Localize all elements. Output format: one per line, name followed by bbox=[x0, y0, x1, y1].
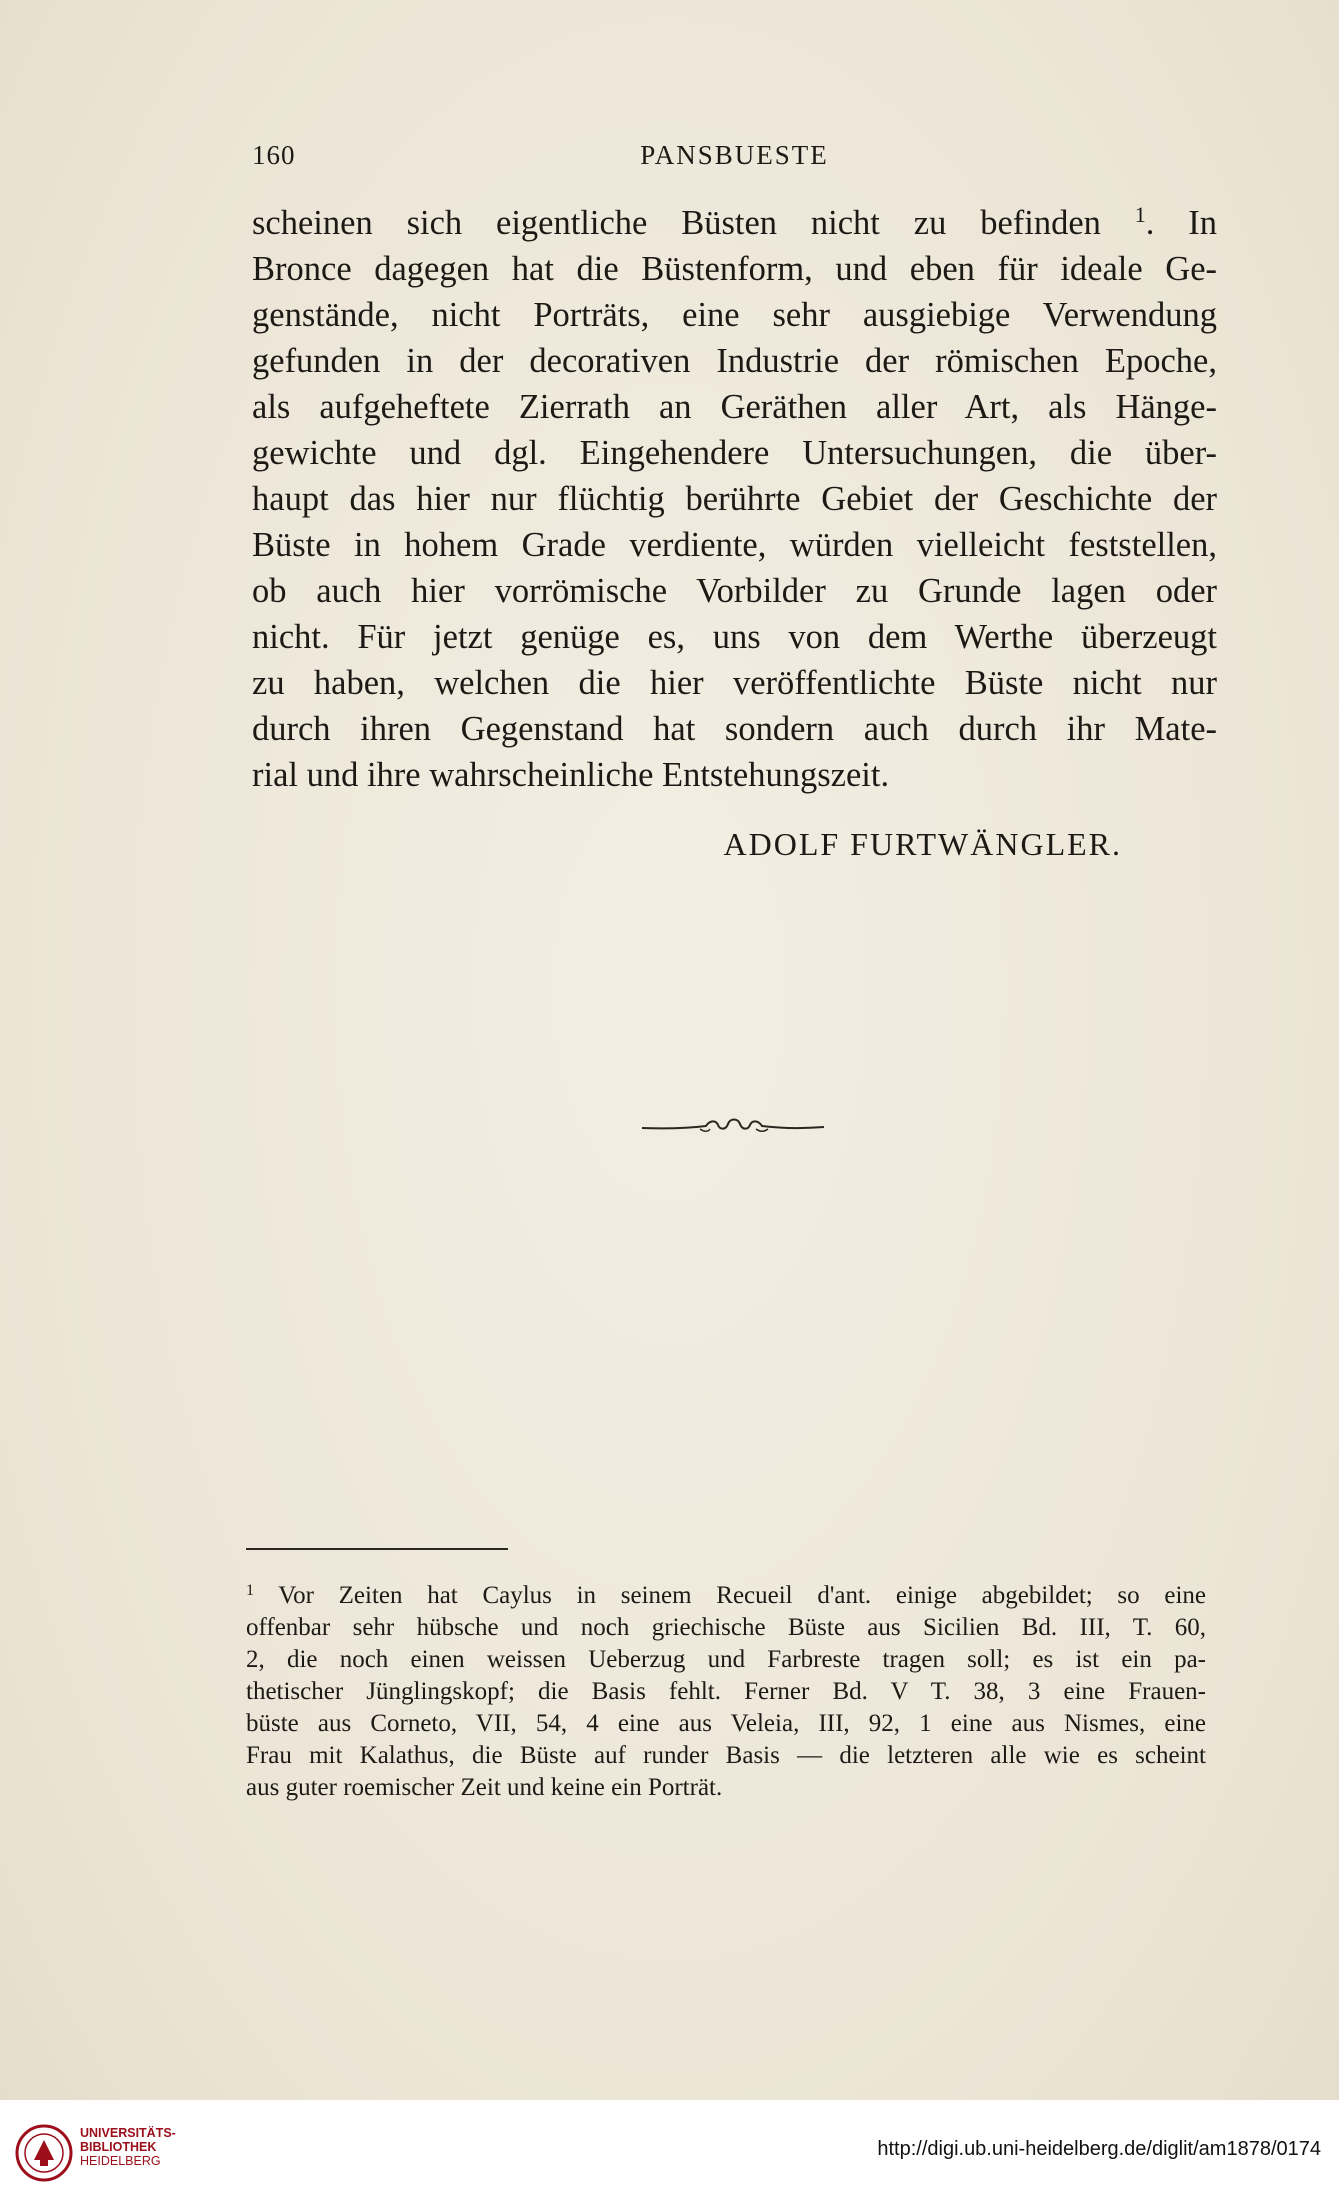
footnote-line: thetischer Jünglingskopf; die Basis fehlt. Ferner Bd. V T. 38, 3 eine Frauen- bbox=[246, 1678, 1206, 1705]
running-title: PANSBUESTE bbox=[640, 140, 829, 170]
body-line: haupt das hier nur flüchtig berührte Gebiet der Geschichte der bbox=[252, 480, 1217, 518]
footnote-line: $^1$ Vor Zeiten hat Caylus in seinem Recueil d'ant. einige abgebildet; so eine bbox=[246, 1582, 1206, 1609]
footnote-line: büste aus Corneto, VII, 54, 4 eine aus Veleia, III, 92, 1 eine aus Nismes, eine bbox=[246, 1710, 1206, 1737]
body-line: durch ihren Gegenstand hat sondern auch durch ihr Mate- bbox=[252, 710, 1217, 748]
footnote-line: offenbar sehr hübsche und noch griechische Büste aus Sicilien Bd. III, T. 60, bbox=[246, 1614, 1206, 1641]
body-line: nicht. Für jetzt genüge es, uns von dem Werthe überzeugt bbox=[252, 618, 1217, 656]
footnotes bbox=[246, 1580, 1206, 1804]
body-line: rial und ihre wahrscheinliche Entstehungszeit. bbox=[252, 756, 890, 794]
footnote-marker: 1 bbox=[246, 1582, 254, 1599]
body-line: ob auch hier vorrömische Vorbilder zu Grunde lagen oder bbox=[252, 572, 1217, 610]
footnote-reference[interactable]: 1 bbox=[1134, 202, 1146, 227]
footnote-rule bbox=[246, 1548, 508, 1550]
digital-library-footer bbox=[0, 2100, 1339, 2200]
body-line: zu haben, welchen die hier veröffentlichte Büste nicht nur bbox=[252, 664, 1217, 702]
body-line: gewichte und dgl. Eingehendere Untersuchungen, die über- bbox=[252, 434, 1217, 472]
library-name: UNIVERSITÄTS- BIBLIOTHEK HEIDELBERG bbox=[80, 2126, 176, 2168]
footnote-line: aus guter roemischer Zeit und keine ein Porträt. bbox=[246, 1774, 723, 1801]
body-line: scheinen sich eigentliche Büsten nicht zu befinden $^1$. In bbox=[252, 202, 1217, 242]
footnote-line: 2, die noch einen weissen Ueberzug und Farbreste tragen soll; es ist ein pa- bbox=[246, 1646, 1206, 1673]
body-line: gefunden in der decorativen Industrie der römischen Epoche, bbox=[252, 342, 1217, 380]
body-line: als aufgeheftete Zierrath an Geräthen aller Art, als Hänge- bbox=[252, 388, 1217, 426]
body-line: Bronce dagegen hat die Büstenform, und eben für ideale Ge- bbox=[252, 250, 1217, 288]
footnote-line: Frau mit Kalathus, die Büste auf runder Basis — die letzteren alle wie es scheint bbox=[246, 1742, 1206, 1769]
body-line: genstände, nicht Porträts, eine sehr ausgiebige Verwendung bbox=[252, 296, 1217, 334]
main-paragraph bbox=[252, 200, 1217, 798]
body-line: Büste in hohem Grade verdiente, würden vielleicht feststellen, bbox=[252, 526, 1217, 564]
permalink-url[interactable]: http://digi.ub.uni-heidelberg.de/diglit/am1878/0174 bbox=[877, 2138, 1321, 2160]
page-number: 160 bbox=[252, 140, 296, 170]
ornament-divider bbox=[640, 1114, 826, 1136]
university-seal-icon bbox=[14, 2122, 74, 2184]
author-signature: ADOLF FURTWÄNGLER. bbox=[723, 826, 1122, 862]
running-head bbox=[252, 140, 1217, 180]
